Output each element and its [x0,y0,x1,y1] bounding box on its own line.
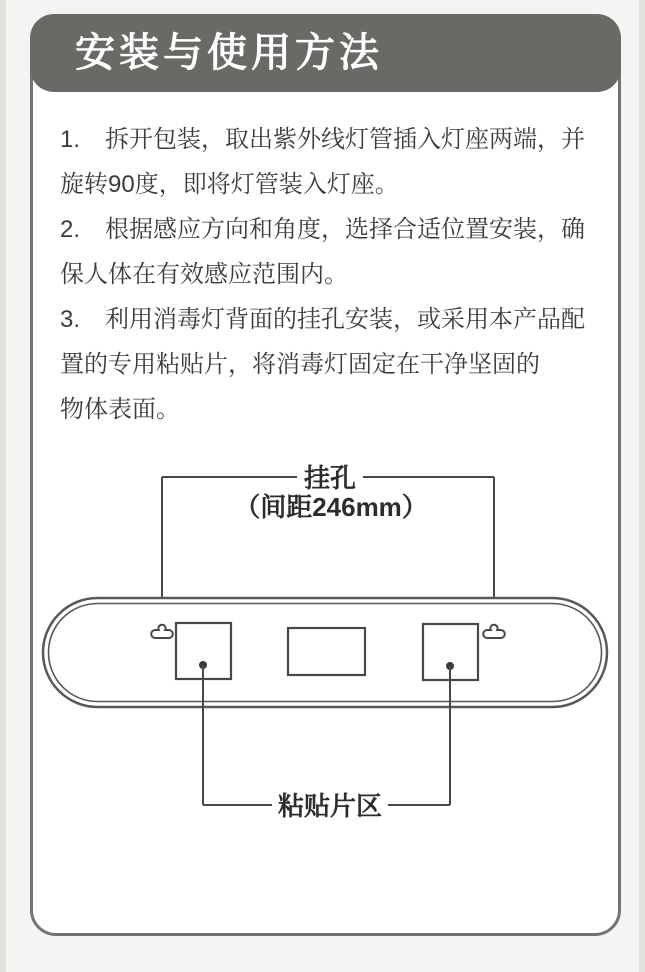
instruction-list [60,117,602,432]
instruction-step-3-line-2 [60,342,602,387]
instruction-step-1-line-1 [60,117,602,162]
hang-hole-label: 挂孔 [303,463,357,493]
step-number: 3. [60,306,81,333]
step-text: 置的专用粘贴片，将消毒灯固定在干净坚固的 [60,351,540,378]
instruction-step-3-line-1 [60,297,602,342]
instruction-step-3-line-3 [60,387,602,432]
device-back-diagram [30,440,621,840]
step-text: 旋转90度，即将灯管装入灯座。 [60,171,399,198]
left-edge-strip [0,0,6,972]
step-text: 拆开包装，取出紫外线灯管插入灯座两端，并 [105,126,585,153]
instruction-step-2-line-1 [60,207,602,252]
step-text: 保人体在有效感应范围内。 [60,261,348,288]
step-text: 根据感应方向和角度，选择合适位置安装，确 [105,216,585,243]
center-label-window [288,628,365,675]
instruction-step-1-line-2 [60,162,602,207]
section-header [30,14,621,92]
step-number: 2. [60,216,81,243]
right-edge-strip [639,0,645,972]
instruction-step-2-line-2 [60,252,602,297]
step-number: 1. [60,126,81,153]
section-title: 安装与使用方法 [75,31,383,75]
adhesive-area-label: 粘贴片区 [277,791,383,821]
hang-hole-spacing-label: （间距246mm） [234,492,428,522]
step-text: 利用消毒灯背面的挂孔安装，或采用本产品配 [105,306,585,333]
step-text: 物体表面。 [60,396,180,423]
